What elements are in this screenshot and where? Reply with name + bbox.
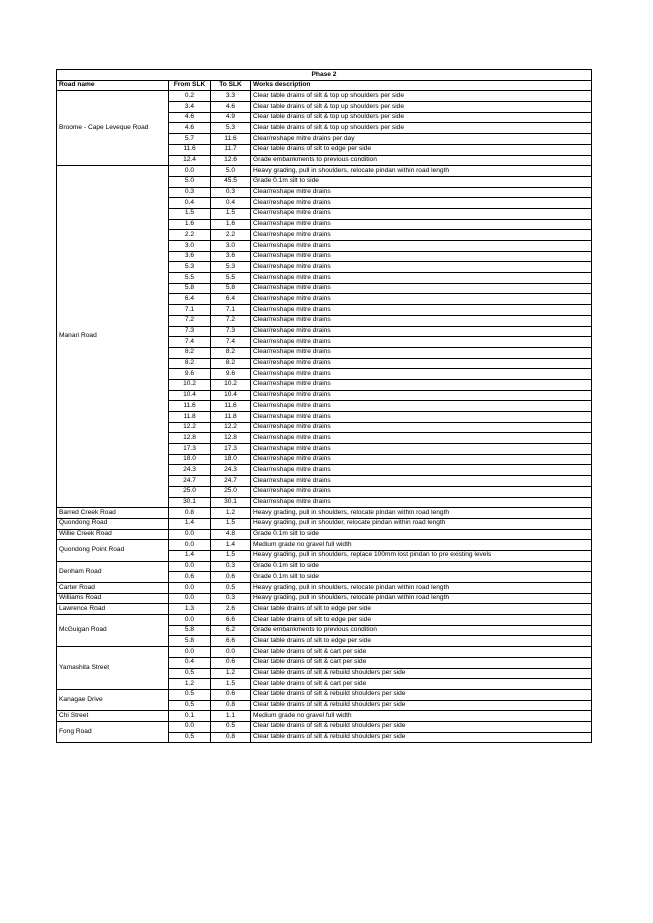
- table-row: [57, 166, 592, 177]
- header-from-slk: From SLK: [169, 80, 211, 91]
- to-slk-cell: 10.4: [211, 390, 251, 401]
- to-slk-cell: 0.3: [211, 187, 251, 198]
- from-slk-cell: 17.3: [169, 444, 211, 455]
- works-table-body: [57, 91, 592, 743]
- road-name-cell: Lawrence Road: [57, 604, 169, 615]
- from-slk-cell: 7.1: [169, 305, 211, 316]
- from-slk-cell: 0.0: [169, 615, 211, 626]
- from-slk-cell: 10.2: [169, 379, 211, 390]
- works-description-cell: Clear/reshape mitre drains: [251, 315, 592, 326]
- from-slk-cell: 11.6: [169, 401, 211, 412]
- works-description-cell: Grade 0.1m silt to side: [251, 529, 592, 540]
- works-description-cell: Heavy grading, pull in shoulder, relocate pindan within road length: [251, 518, 592, 529]
- from-slk-cell: 0.5: [169, 700, 211, 711]
- to-slk-cell: 1.4: [211, 540, 251, 551]
- from-slk-cell: 5.5: [169, 273, 211, 284]
- works-description-cell: Clear/reshape mitre drains: [251, 433, 592, 444]
- to-slk-cell: 5.3: [211, 262, 251, 273]
- works-description-cell: Clear/reshape mitre drains: [251, 347, 592, 358]
- works-description-cell: Clear table drains of silt & cart per side: [251, 679, 592, 690]
- to-slk-cell: 6.6: [211, 636, 251, 647]
- works-description-cell: Clear/reshape mitre drains: [251, 208, 592, 219]
- works-description-cell: Clear/reshape mitre drains: [251, 273, 592, 284]
- to-slk-cell: 12.2: [211, 422, 251, 433]
- from-slk-cell: 7.2: [169, 315, 211, 326]
- to-slk-cell: 0.6: [211, 689, 251, 700]
- works-table: [56, 69, 592, 743]
- from-slk-cell: 5.0: [169, 176, 211, 187]
- to-slk-cell: 2.6: [211, 604, 251, 615]
- to-slk-cell: 5.3: [211, 123, 251, 134]
- from-slk-cell: 1.4: [169, 550, 211, 561]
- from-slk-cell: 5.8: [169, 636, 211, 647]
- from-slk-cell: 0.0: [169, 583, 211, 594]
- works-description-cell: Clear table drains of silt & cart per side: [251, 647, 592, 658]
- to-slk-cell: 1.6: [211, 219, 251, 230]
- to-slk-cell: 3.3: [211, 91, 251, 102]
- to-slk-cell: 0.5: [211, 721, 251, 732]
- works-description-cell: Clear/reshape mitre drains: [251, 187, 592, 198]
- works-description-cell: Clear/reshape mitre drains: [251, 401, 592, 412]
- road-name-cell: Broome - Cape Leveque Road: [57, 91, 169, 166]
- works-description-cell: Clear/reshape mitre drains: [251, 497, 592, 508]
- to-slk-cell: 8.2: [211, 358, 251, 369]
- to-slk-cell: 0.4: [211, 198, 251, 209]
- works-description-cell: Heavy grading, pull in shoulders, relocate pindan within road length: [251, 583, 592, 594]
- works-description-cell: Clear table drains of silt & top up shoulders per side: [251, 112, 592, 123]
- works-description-cell: Clear table drains of silt & top up shoulders per side: [251, 102, 592, 113]
- works-description-cell: Clear table drains of silt to edge per side: [251, 636, 592, 647]
- to-slk-cell: 0.6: [211, 657, 251, 668]
- to-slk-cell: 11.7: [211, 144, 251, 155]
- to-slk-cell: 11.6: [211, 401, 251, 412]
- works-description-cell: Clear/reshape mitre drains: [251, 230, 592, 241]
- from-slk-cell: 3.6: [169, 251, 211, 262]
- from-slk-cell: 5.3: [169, 262, 211, 273]
- works-description-cell: Grade 0.1m silt to side: [251, 561, 592, 572]
- table-row: [57, 561, 592, 572]
- to-slk-cell: 6.4: [211, 294, 251, 305]
- from-slk-cell: 1.5: [169, 208, 211, 219]
- works-description-cell: Clear table drains of silt & top up shoulders per side: [251, 123, 592, 134]
- works-description-cell: Heavy grading, pull in shoulders, relocate pindan within road length: [251, 508, 592, 519]
- works-description-cell: Clear/reshape mitre drains: [251, 294, 592, 305]
- works-description-cell: Clear/reshape mitre drains: [251, 390, 592, 401]
- to-slk-cell: 0.0: [211, 647, 251, 658]
- from-slk-cell: 0.0: [169, 540, 211, 551]
- from-slk-cell: 12.8: [169, 433, 211, 444]
- from-slk-cell: 0.0: [169, 647, 211, 658]
- from-slk-cell: 10.4: [169, 390, 211, 401]
- from-slk-cell: 0.0: [169, 561, 211, 572]
- works-description-cell: Clear table drains of silt & rebuild shoulders per side: [251, 668, 592, 679]
- road-name-cell: McGuigan Road: [57, 615, 169, 647]
- from-slk-cell: 5.8: [169, 283, 211, 294]
- to-slk-cell: 10.2: [211, 379, 251, 390]
- to-slk-cell: 3.0: [211, 241, 251, 252]
- header-works-description: Works description: [251, 80, 592, 91]
- table-row: [57, 593, 592, 604]
- road-name-cell: Quondong Road: [57, 518, 169, 529]
- from-slk-cell: 7.4: [169, 337, 211, 348]
- road-name-cell: Barred Creek Road: [57, 508, 169, 519]
- works-description-cell: Clear/reshape mitre drains: [251, 283, 592, 294]
- to-slk-cell: 3.6: [211, 251, 251, 262]
- works-description-cell: Medium grade no gravel full width: [251, 540, 592, 551]
- works-description-cell: Grade embankments to previous condition: [251, 155, 592, 166]
- to-slk-cell: 45.5: [211, 176, 251, 187]
- to-slk-cell: 24.7: [211, 476, 251, 487]
- from-slk-cell: 0.0: [169, 529, 211, 540]
- header-row: [57, 80, 592, 91]
- from-slk-cell: 0.0: [169, 721, 211, 732]
- to-slk-cell: 18.0: [211, 454, 251, 465]
- to-slk-cell: 0.3: [211, 561, 251, 572]
- works-description-cell: Clear table drains of silt to edge per side: [251, 144, 592, 155]
- from-slk-cell: 4.6: [169, 123, 211, 134]
- from-slk-cell: 2.2: [169, 230, 211, 241]
- from-slk-cell: 12.2: [169, 422, 211, 433]
- road-name-cell: Kanagae Drive: [57, 689, 169, 710]
- to-slk-cell: 5.5: [211, 273, 251, 284]
- table-row: [57, 518, 592, 529]
- from-slk-cell: 0.6: [169, 572, 211, 583]
- to-slk-cell: 1.5: [211, 208, 251, 219]
- works-description-cell: Heavy grading, pull in shoulders, replace 100mm lost pindan to pre existing levels: [251, 550, 592, 561]
- to-slk-cell: 7.4: [211, 337, 251, 348]
- works-description-cell: Clear/reshape mitre drains: [251, 305, 592, 316]
- to-slk-cell: 0.8: [211, 732, 251, 743]
- works-description-cell: Clear table drains of silt & rebuild shoulders per side: [251, 721, 592, 732]
- works-description-cell: Clear/reshape mitre drains: [251, 412, 592, 423]
- to-slk-cell: 0.3: [211, 593, 251, 604]
- header-to-slk: To SLK: [211, 80, 251, 91]
- to-slk-cell: 11.6: [211, 134, 251, 145]
- from-slk-cell: 0.5: [169, 732, 211, 743]
- works-description-cell: Clear/reshape mitre drains: [251, 251, 592, 262]
- works-description-cell: Clear/reshape mitre drains: [251, 326, 592, 337]
- table-row: [57, 508, 592, 519]
- to-slk-cell: 4.9: [211, 112, 251, 123]
- road-name-cell: Fong Road: [57, 721, 169, 742]
- from-slk-cell: 24.7: [169, 476, 211, 487]
- from-slk-cell: 0.8: [169, 508, 211, 519]
- works-description-cell: Clear/reshape mitre drains: [251, 369, 592, 380]
- works-description-cell: Clear/reshape mitre drains: [251, 465, 592, 476]
- works-description-cell: Heavy grading, pull in shoulders, relocate pindan within road length: [251, 593, 592, 604]
- works-description-cell: Clear table drains of silt & top up shoulders per side: [251, 91, 592, 102]
- works-description-cell: Medium grade no gravel full width: [251, 711, 592, 722]
- table-row: [57, 91, 592, 102]
- works-description-cell: Clear/reshape mitre drains: [251, 486, 592, 497]
- to-slk-cell: 6.6: [211, 615, 251, 626]
- to-slk-cell: 4.6: [211, 102, 251, 113]
- to-slk-cell: 1.5: [211, 679, 251, 690]
- from-slk-cell: 0.4: [169, 657, 211, 668]
- to-slk-cell: 6.2: [211, 625, 251, 636]
- from-slk-cell: 0.5: [169, 689, 211, 700]
- road-name-cell: Quondong Point Road: [57, 540, 169, 561]
- works-description-cell: Clear/reshape mitre drains: [251, 476, 592, 487]
- road-name-cell: Chi Street: [57, 711, 169, 722]
- works-description-cell: Clear table drains of silt & rebuild shoulders per side: [251, 732, 592, 743]
- from-slk-cell: 4.6: [169, 112, 211, 123]
- table-row: [57, 711, 592, 722]
- table-row: [57, 615, 592, 626]
- from-slk-cell: 8.2: [169, 358, 211, 369]
- from-slk-cell: 7.3: [169, 326, 211, 337]
- from-slk-cell: 5.8: [169, 625, 211, 636]
- to-slk-cell: 7.1: [211, 305, 251, 316]
- to-slk-cell: 0.5: [211, 583, 251, 594]
- works-description-cell: Clear table drains of silt & cart per side: [251, 657, 592, 668]
- from-slk-cell: 1.3: [169, 604, 211, 615]
- works-description-cell: Clear/reshape mitre drains: [251, 337, 592, 348]
- to-slk-cell: 0.8: [211, 700, 251, 711]
- works-description-cell: Clear table drains of silt & rebuild shoulders per side: [251, 700, 592, 711]
- to-slk-cell: 7.2: [211, 315, 251, 326]
- from-slk-cell: 6.4: [169, 294, 211, 305]
- to-slk-cell: 1.5: [211, 550, 251, 561]
- works-description-cell: Clear/reshape mitre drains: [251, 454, 592, 465]
- works-description-cell: Clear/reshape mitre drains: [251, 262, 592, 273]
- table-row: [57, 529, 592, 540]
- from-slk-cell: 18.0: [169, 454, 211, 465]
- road-name-cell: Denham Road: [57, 561, 169, 582]
- from-slk-cell: 1.6: [169, 219, 211, 230]
- from-slk-cell: 30.1: [169, 497, 211, 508]
- from-slk-cell: 9.6: [169, 369, 211, 380]
- works-description-cell: Grade 0.1m silt to side: [251, 572, 592, 583]
- from-slk-cell: 3.4: [169, 102, 211, 113]
- road-name-cell: Carter Road: [57, 583, 169, 594]
- to-slk-cell: 25.0: [211, 486, 251, 497]
- to-slk-cell: 9.6: [211, 369, 251, 380]
- to-slk-cell: 11.8: [211, 412, 251, 423]
- to-slk-cell: 0.6: [211, 572, 251, 583]
- works-description-cell: Clear/reshape mitre drains: [251, 241, 592, 252]
- table-row: [57, 540, 592, 551]
- from-slk-cell: 3.0: [169, 241, 211, 252]
- from-slk-cell: 0.0: [169, 166, 211, 177]
- phase-title: Phase 2: [57, 70, 592, 81]
- works-description-cell: Clear table drains of silt to edge per side: [251, 604, 592, 615]
- works-description-cell: Clear/reshape mitre drains: [251, 198, 592, 209]
- to-slk-cell: 17.3: [211, 444, 251, 455]
- to-slk-cell: 24.3: [211, 465, 251, 476]
- works-description-cell: Clear/reshape mitre drains per day: [251, 134, 592, 145]
- works-description-cell: Grade embankments to previous condition: [251, 625, 592, 636]
- from-slk-cell: 25.0: [169, 486, 211, 497]
- from-slk-cell: 0.2: [169, 91, 211, 102]
- road-name-cell: Williams Road: [57, 593, 169, 604]
- table-row: [57, 604, 592, 615]
- to-slk-cell: 1.1: [211, 711, 251, 722]
- to-slk-cell: 8.2: [211, 347, 251, 358]
- to-slk-cell: 1.2: [211, 508, 251, 519]
- from-slk-cell: 12.4: [169, 155, 211, 166]
- to-slk-cell: 1.2: [211, 668, 251, 679]
- from-slk-cell: 0.1: [169, 711, 211, 722]
- table-row: [57, 689, 592, 700]
- to-slk-cell: 2.2: [211, 230, 251, 241]
- works-description-cell: Clear/reshape mitre drains: [251, 422, 592, 433]
- works-description-cell: Clear/reshape mitre drains: [251, 379, 592, 390]
- to-slk-cell: 7.3: [211, 326, 251, 337]
- works-description-cell: Clear table drains of silt to edge per side: [251, 615, 592, 626]
- table-row: [57, 647, 592, 658]
- from-slk-cell: 11.6: [169, 144, 211, 155]
- works-description-cell: Clear table drains of silt & rebuild shoulders per side: [251, 689, 592, 700]
- from-slk-cell: 11.8: [169, 412, 211, 423]
- table-row: [57, 721, 592, 732]
- from-slk-cell: 1.2: [169, 679, 211, 690]
- from-slk-cell: 1.4: [169, 518, 211, 529]
- from-slk-cell: 0.0: [169, 593, 211, 604]
- works-description-cell: Heavy grading, pull in shoulders, relocate pindan within road length: [251, 166, 592, 177]
- from-slk-cell: 0.3: [169, 187, 211, 198]
- to-slk-cell: 5.8: [211, 283, 251, 294]
- works-description-cell: Clear/reshape mitre drains: [251, 444, 592, 455]
- from-slk-cell: 5.7: [169, 134, 211, 145]
- road-name-cell: Manari Road: [57, 166, 169, 508]
- from-slk-cell: 24.3: [169, 465, 211, 476]
- from-slk-cell: 8.2: [169, 347, 211, 358]
- to-slk-cell: 1.5: [211, 518, 251, 529]
- to-slk-cell: 12.6: [211, 155, 251, 166]
- header-road-name: Road name: [57, 80, 169, 91]
- to-slk-cell: 4.8: [211, 529, 251, 540]
- to-slk-cell: 30.1: [211, 497, 251, 508]
- table-row: [57, 583, 592, 594]
- from-slk-cell: 0.4: [169, 198, 211, 209]
- road-name-cell: Willie Creek Road: [57, 529, 169, 540]
- works-description-cell: Clear/reshape mitre drains: [251, 219, 592, 230]
- to-slk-cell: 12.8: [211, 433, 251, 444]
- works-description-cell: Grade 0.1m silt to side: [251, 176, 592, 187]
- phase-row: [57, 70, 592, 81]
- from-slk-cell: 0.5: [169, 668, 211, 679]
- to-slk-cell: 5.0: [211, 166, 251, 177]
- works-description-cell: Clear/reshape mitre drains: [251, 358, 592, 369]
- road-name-cell: Yamashita Street: [57, 647, 169, 690]
